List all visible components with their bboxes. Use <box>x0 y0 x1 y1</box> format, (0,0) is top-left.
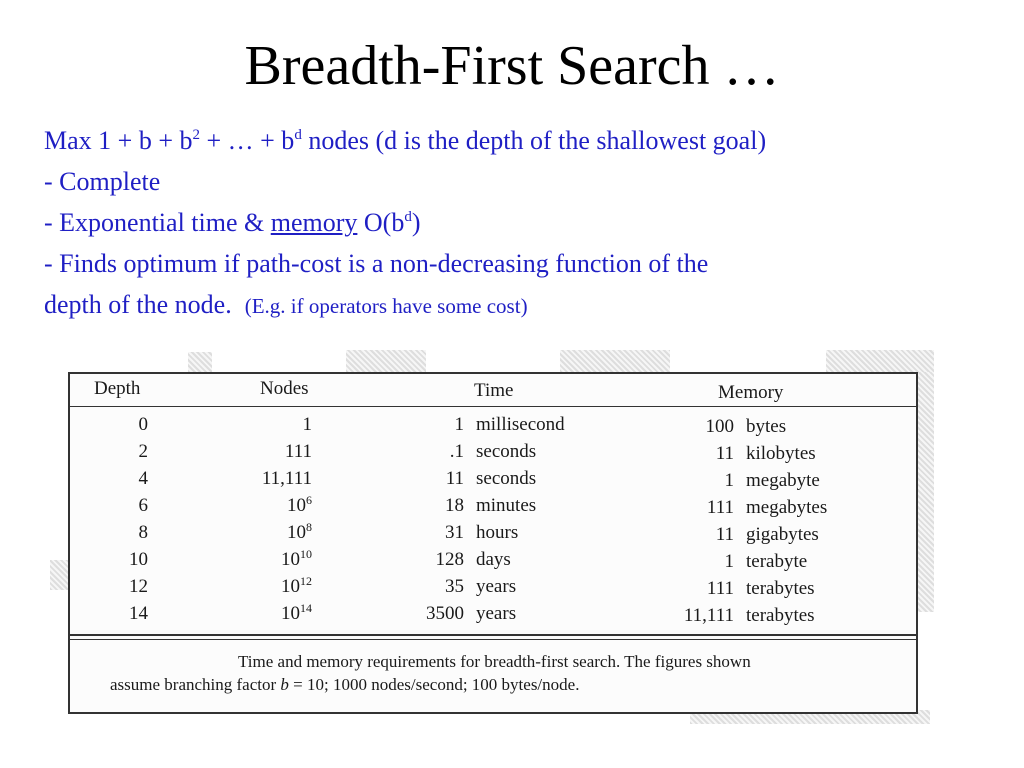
cell-time-unit: hours <box>476 522 519 543</box>
nodes-base: 11,111 <box>261 468 312 489</box>
superscript: 2 <box>192 127 200 143</box>
cell-time-unit: years <box>476 603 517 624</box>
cell-time-value: 18 <box>445 495 464 516</box>
nodes-base: 10 <box>287 495 306 516</box>
cell-memory-unit: megabytes <box>746 497 828 518</box>
bfs-requirements-table <box>68 372 918 714</box>
cell-memory-unit: megabyte <box>746 470 820 491</box>
bullet-optimum: - Finds optimum if path-cost is a non-decreasing function of the <box>44 249 709 278</box>
cell-memory-value: 11 <box>715 443 734 464</box>
text-run: = 10; 1000 nodes/second; 100 bytes/node. <box>288 675 580 694</box>
cell-time-value: 128 <box>435 549 464 570</box>
text-run: nodes (d is the depth of the shallowest goal) <box>301 126 767 155</box>
cell-nodes <box>220 522 312 544</box>
text-run: Max 1 + b + b <box>44 126 193 155</box>
slide-bullets <box>44 120 1014 327</box>
cell-depth: 14 <box>129 603 148 624</box>
nodes-base: 111 <box>284 441 312 462</box>
cell-memory-value: 111 <box>706 497 734 518</box>
body-rule-1 <box>70 634 916 636</box>
cell-time-unit: millisecond <box>476 414 565 435</box>
bullet-example-note: (E.g. if operators have some cost) <box>244 294 528 318</box>
cell-nodes <box>220 603 312 625</box>
superscript: d <box>294 127 302 143</box>
cell-time-unit: minutes <box>476 495 537 516</box>
nodes-base: 10 <box>281 576 300 597</box>
nodes-base: 10 <box>281 603 300 624</box>
table-caption <box>110 650 890 696</box>
text-run: depth of the node. <box>44 290 232 319</box>
caption-line-2 <box>110 673 890 696</box>
nodes-exponent: 8 <box>306 520 312 534</box>
header-depth: Depth <box>94 378 141 399</box>
header-rule <box>70 406 916 407</box>
body-rule-2 <box>70 639 916 640</box>
cell-depth: 4 <box>138 468 148 489</box>
header-nodes: Nodes <box>260 378 309 399</box>
bullet-complete: - Complete <box>44 167 161 196</box>
scan-artifact <box>50 560 70 590</box>
cell-time-value: .1 <box>449 441 464 462</box>
text-run: ) <box>411 208 421 237</box>
cell-depth: 0 <box>138 414 148 435</box>
cell-memory-unit: terabytes <box>746 578 815 599</box>
nodes-exponent: 14 <box>300 601 312 615</box>
cell-memory-unit: bytes <box>746 416 787 437</box>
cell-memory-value: 100 <box>705 416 734 437</box>
underlined-memory: memory <box>270 208 358 237</box>
cell-depth: 12 <box>129 576 148 597</box>
cell-nodes <box>220 441 312 463</box>
header-memory: Memory <box>718 382 784 403</box>
cell-time-value: 1 <box>454 414 464 435</box>
cell-time-unit: years <box>476 576 517 597</box>
scan-artifact <box>560 350 670 372</box>
cell-time-value: 11 <box>445 468 464 489</box>
header-time: Time <box>474 380 514 401</box>
nodes-exponent: 6 <box>306 493 312 507</box>
cell-time-unit: seconds <box>476 468 537 489</box>
nodes-exponent: 10 <box>300 547 312 561</box>
cell-memory-value: 11 <box>715 524 734 545</box>
cell-depth: 2 <box>138 441 148 462</box>
cell-memory-value: 111 <box>706 578 734 599</box>
superscript: d <box>404 209 412 225</box>
nodes-base: 1 <box>302 414 312 435</box>
text-run: O(b <box>357 208 405 237</box>
nodes-base: 10 <box>287 522 306 543</box>
cell-nodes <box>220 468 312 490</box>
cell-depth: 10 <box>129 549 148 570</box>
cell-memory-unit: terabyte <box>746 551 808 572</box>
cell-memory-unit: terabytes <box>746 605 815 626</box>
cell-nodes <box>220 495 312 517</box>
scan-artifact <box>826 350 934 372</box>
cell-nodes <box>220 549 312 571</box>
cell-depth: 6 <box>138 495 148 516</box>
cell-time-value: 35 <box>445 576 464 597</box>
cell-memory-unit: kilobytes <box>746 443 816 464</box>
text-run: b <box>280 675 289 694</box>
cell-time-value: 3500 <box>426 603 464 624</box>
slide-title: Breadth-First Search … <box>244 35 780 97</box>
nodes-exponent: 12 <box>300 574 312 588</box>
nodes-base: 10 <box>281 549 300 570</box>
cell-memory-value: 1 <box>724 551 734 572</box>
cell-nodes <box>220 414 312 436</box>
cell-depth: 8 <box>138 522 148 543</box>
cell-time-unit: seconds <box>476 441 537 462</box>
cell-time-unit: days <box>476 549 511 570</box>
text-run: assume branching factor <box>110 675 281 694</box>
cell-time-value: 31 <box>445 522 464 543</box>
table-header <box>70 378 916 402</box>
caption-line-1: Time and memory requirements for breadth-first search. The figures shown <box>238 652 751 671</box>
cell-memory-unit: gigabytes <box>746 524 819 545</box>
bullet-max-nodes <box>44 120 1014 161</box>
cell-memory-value: 11,111 <box>683 605 734 626</box>
bullet-exponential <box>44 202 1014 243</box>
bullet-optimum-cont <box>44 284 1014 327</box>
text-run: - Exponential time & <box>44 208 271 237</box>
scan-artifact <box>346 350 426 372</box>
cell-nodes <box>220 576 312 598</box>
cell-memory-value: 1 <box>724 470 734 491</box>
text-run: + … + b <box>199 126 295 155</box>
